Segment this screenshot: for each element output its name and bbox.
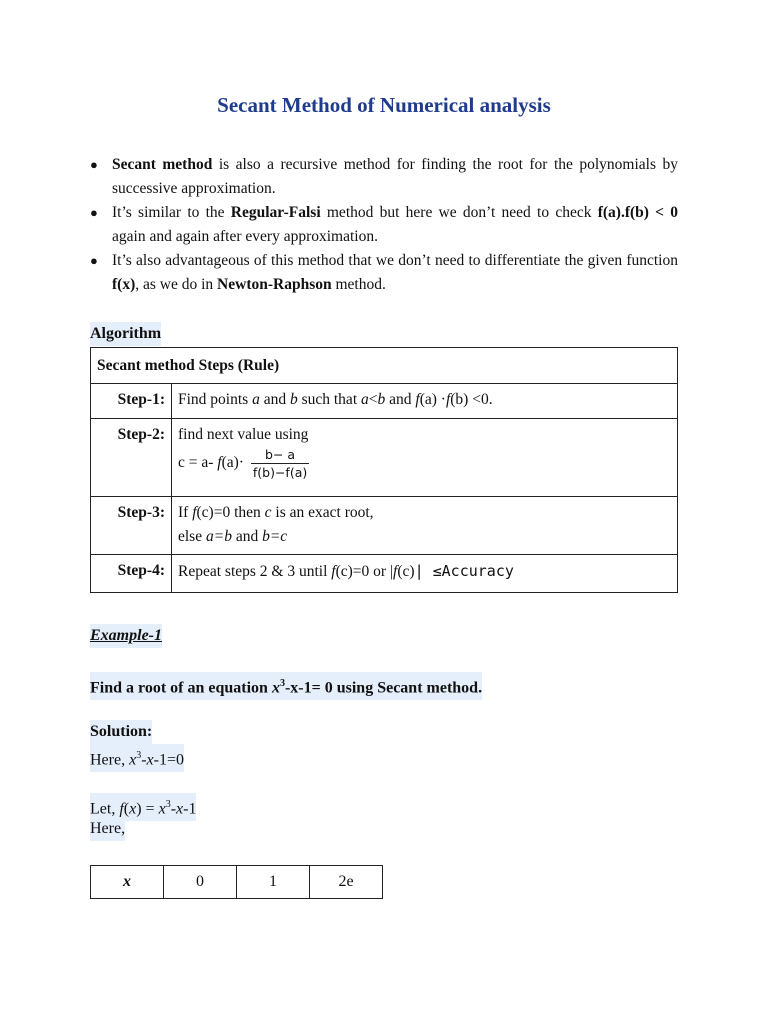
secant-formula: c = a- f(a)· $\frac{b- a}{f(b)-f(a)}$ <box>178 447 308 480</box>
formula-fraction <box>251 447 309 480</box>
step-label: Step-4: <box>91 555 172 593</box>
bullet-icon: ● <box>90 253 98 268</box>
bullet-bold-term: Secant method <box>112 156 213 173</box>
table-header: Secant method Steps (Rule) <box>91 348 678 384</box>
bullet-icon: ● <box>90 157 98 172</box>
bullet-text: It’s similar to the <box>112 204 231 221</box>
page-title: Secant Method of Numerical analysis <box>217 93 551 117</box>
bullet-text: , as we do in <box>135 276 218 293</box>
bullet-bold-term: f(x) <box>112 276 136 293</box>
table-row <box>91 419 678 497</box>
bullet-text: method but here we don’t need to check <box>320 204 598 221</box>
step-description <box>172 419 678 497</box>
step-label: Step-2: <box>91 419 172 497</box>
step-description: Repeat steps 2 & 3 until f(c)=0 or |f(c)| ≤Accuracy <box>172 555 678 593</box>
step-description: If f(c)=0 then c is an exact root, else a=b and b=c <box>172 497 678 555</box>
bullet-bold-term: Regular-Falsi <box>230 204 321 221</box>
fraction-denominator: f(b)−f(a) <box>252 465 308 480</box>
bullet-text: It’s also advantageous of this method that we don’t need to differentiate the given function <box>112 252 678 269</box>
bullet-icon: ● <box>90 205 98 220</box>
fraction-numerator: b− a <box>251 447 309 464</box>
accuracy-text: | ≤Accuracy <box>414 562 514 580</box>
x-values-table <box>90 865 383 899</box>
solution-line: Here, $x^3-x-1=0$ <box>90 744 184 772</box>
bullet-text: again and again after every approximation. <box>112 228 378 245</box>
table-row <box>91 555 678 593</box>
example-heading: Example-1 <box>90 624 162 648</box>
step-text: find next value using <box>178 426 309 443</box>
solution-heading: Solution: <box>90 720 152 744</box>
table-cell: 1 <box>237 866 310 899</box>
algorithm-steps-table <box>90 347 678 593</box>
step-label: Step-1: <box>91 384 172 419</box>
bullet-text: method. <box>331 276 386 293</box>
algorithm-heading: Algorithm <box>90 322 161 346</box>
bullet-item <box>90 201 678 249</box>
table-header-cell: x <box>91 866 164 899</box>
table-row <box>91 866 383 899</box>
solution-line: Here, <box>90 817 125 841</box>
bullet-text: is also a recursive method for finding the root for the polynomials by successive approximation. <box>112 156 678 197</box>
table-row <box>91 497 678 555</box>
step-description: Find points a and b such that a<b and f(a) ·f(b) <0. <box>172 384 678 419</box>
example-question: Find a root of an equation $x^3-x-1= 0$ using Secant method. <box>90 672 482 700</box>
table-header-row <box>91 348 678 384</box>
bullet-item <box>90 153 678 201</box>
bullet-bold-term: f(a).f(b) < 0 <box>597 204 678 221</box>
table-row <box>91 384 678 419</box>
step-label: Step-3: <box>91 497 172 555</box>
table-cell: 0 <box>164 866 237 899</box>
bullet-item <box>90 249 678 297</box>
bullet-list <box>90 153 678 297</box>
bullet-bold-term: Newton-Raphson <box>217 276 332 293</box>
function-definition: Let, $f(x) = x^3-x-1$ <box>90 793 196 821</box>
table-cell: 2e <box>310 866 383 899</box>
